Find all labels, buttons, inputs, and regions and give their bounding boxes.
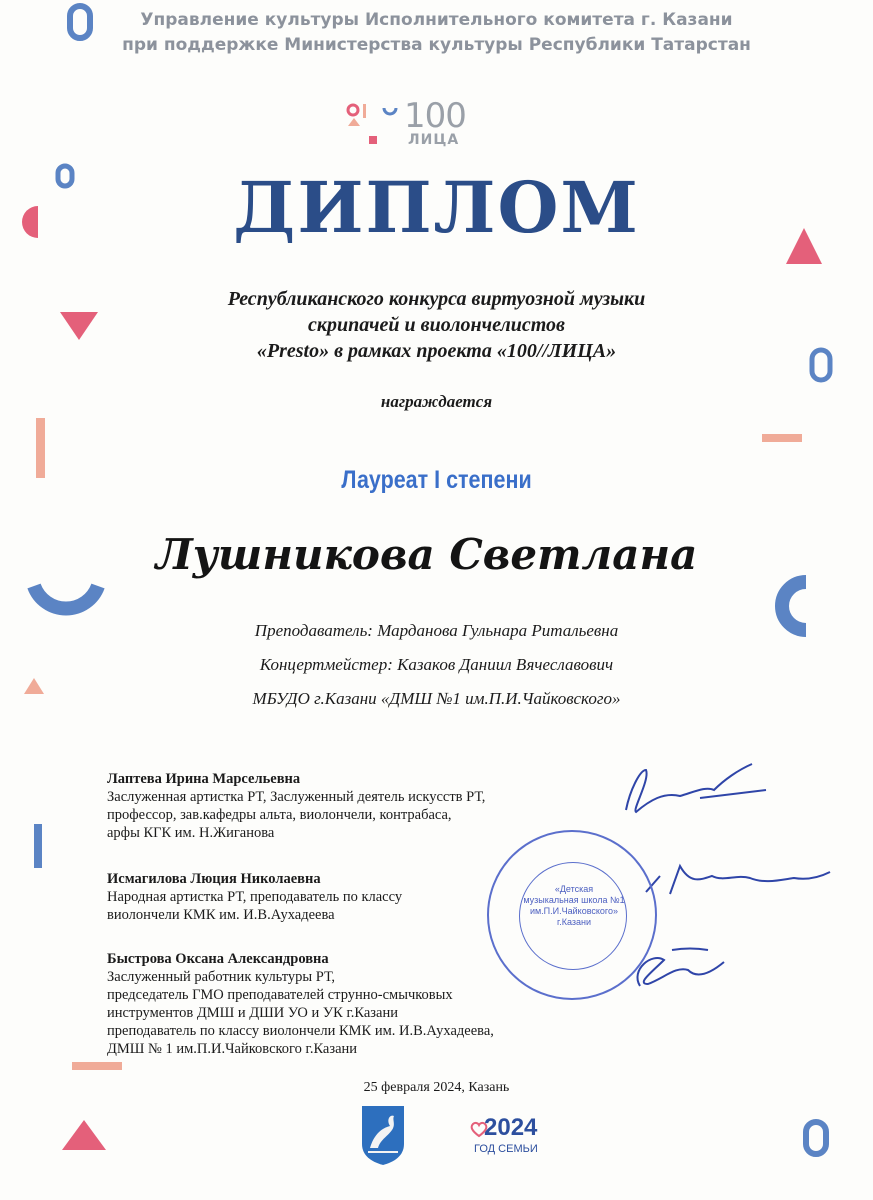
- jury-member-name: Лаптева Ирина Марсельевна: [107, 771, 301, 787]
- jury-member: [107, 770, 485, 842]
- issuer-line-1: Управление культуры Исполнительного комитета г. Казани: [140, 10, 733, 30]
- jury-member-title: Заслуженный работник культуры РТ,: [107, 969, 336, 985]
- school-stamp: [487, 830, 657, 1000]
- peach-bar-left: [36, 418, 45, 478]
- jury-member: [107, 870, 402, 924]
- blue-ring-bottom-right: [806, 1122, 826, 1154]
- jury-member-name: Исмагилова Люция Николаевна: [107, 871, 321, 887]
- accompanist-line: Концертмейстер: Казаков Даниил Вячеславович: [259, 655, 614, 674]
- stamp-line: им.П.И.Чайковского»: [529, 906, 619, 916]
- awarded-label: награждается: [380, 392, 493, 411]
- signature-ismagilova: [646, 866, 830, 894]
- jury-member-title: Заслуженная артистка РТ, Заслуженный деятель искусств РТ,: [107, 789, 486, 805]
- issuer-header: [0, 8, 873, 58]
- signature-bystrova: [637, 949, 724, 987]
- subtitle-line-3: «Presto» в рамках проекта «100//ЛИЦА»: [256, 340, 617, 362]
- peach-bar-right: [762, 434, 802, 442]
- jury-member-title: преподаватель по классу виолончели КМК им. И.В.Аухадеева,: [107, 1023, 494, 1039]
- stamp-line: г.Казани: [557, 917, 591, 927]
- subtitle-line-1: Республиканского конкурса виртуозной музыки: [227, 288, 646, 310]
- family-year-caption: ГОД СЕМЬИ: [474, 1143, 538, 1155]
- kazan-coat-of-arms-icon: [360, 1104, 406, 1166]
- jury-member-name: Быстрова Оксана Александровна: [107, 951, 329, 967]
- stamp-line: «Детская: [554, 884, 594, 894]
- jury-member-title: ДМШ № 1 им.П.И.Чайковского г.Казани: [107, 1041, 358, 1057]
- blue-bar-left: [34, 824, 42, 868]
- jury-member: [107, 950, 494, 1058]
- issuer-line-2: при поддержке Министерства культуры Республики Татарстан: [122, 35, 751, 55]
- blue-arc-left: [34, 586, 98, 609]
- jury-member-title: профессор, зав.кафедры альта, виолончели, контрабаса,: [107, 807, 452, 823]
- jury-member-title: инструментов ДМШ и ДШИ УО и УК г.Казани: [107, 1005, 398, 1021]
- competition-subtitle: [0, 286, 873, 364]
- pink-triangle-bottom-left: [62, 1120, 106, 1150]
- signatures: [626, 764, 830, 986]
- family-year-logo: 2024: [484, 1114, 538, 1141]
- stamp-text: [511, 884, 637, 928]
- signature-lapteva: [626, 764, 766, 812]
- school-line: МБУДО г.Казани «ДМШ №1 им.П.И.Чайковского»: [252, 689, 621, 708]
- stamp-line: музыкальная школа №1: [523, 895, 625, 905]
- subtitle-line-2: скрипачей и виолончелистов: [308, 314, 565, 336]
- logo-number: 100: [404, 96, 466, 136]
- logo-word: ЛИЦА: [408, 132, 460, 148]
- jury-member-title: арфы КГК им. Н.Жиганова: [107, 825, 275, 841]
- award-degree: Лауреат I степени: [341, 466, 532, 494]
- jury-member-title: Народная артистка РТ, преподаватель по классу: [107, 889, 403, 905]
- teacher-line: Преподаватель: Марданова Гульнара Ритальевна: [254, 621, 619, 640]
- jury-member-title: председатель ГМО преподавателей струнно-смычковых: [107, 987, 453, 1003]
- issue-date: 25 февраля 2024, Казань: [363, 1080, 510, 1095]
- peach-bar-bottom-left: [72, 1062, 122, 1070]
- project-logo-icon: [344, 98, 404, 150]
- diploma-title: ДИПЛОМ: [233, 166, 640, 249]
- recipient-name: Лушникова Светлана: [155, 530, 698, 579]
- jury-member-title: виолончели КМК им. И.В.Аухадеева: [107, 907, 335, 923]
